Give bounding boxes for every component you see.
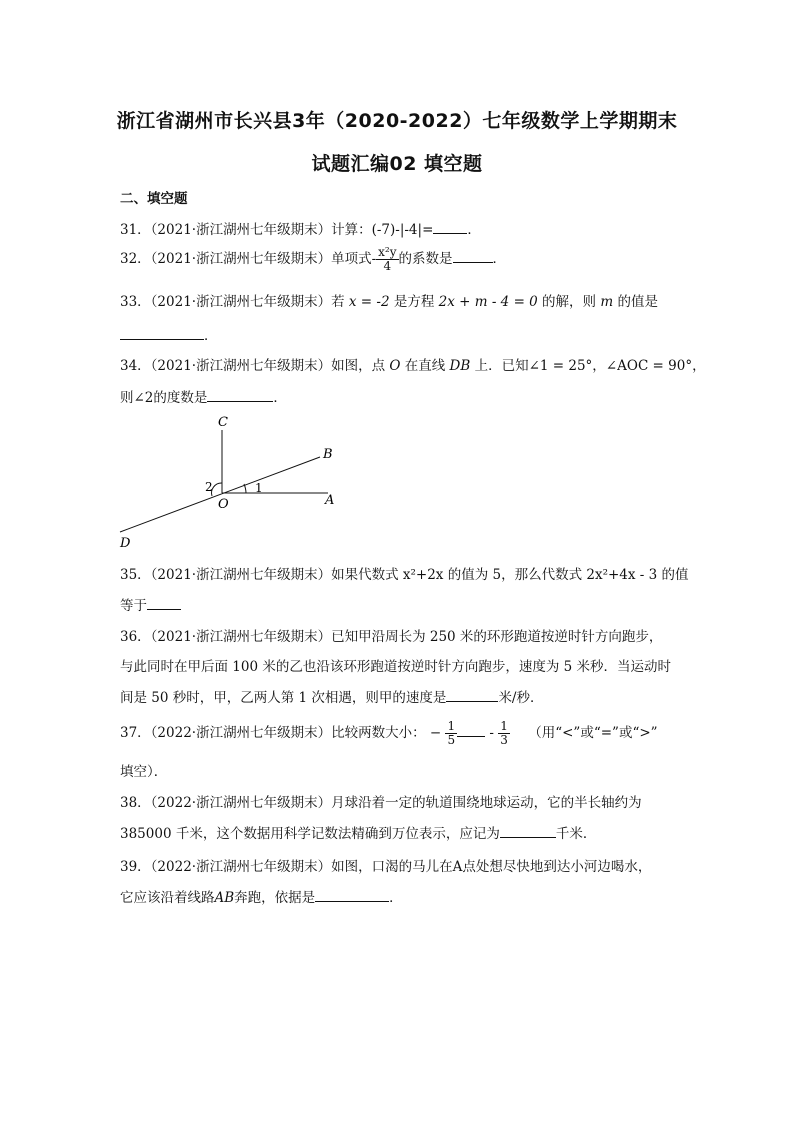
q34-source: 34．（2021·浙江湖州七年级期末）如图，点 bbox=[120, 358, 390, 374]
question-38: 38．（2022·浙江湖州七年级期末）月球沿着一定的轨道围绕地球运动，它的半长轴约为 bbox=[120, 795, 642, 811]
q31-source: 31．（2021·浙江湖州七年级期末）计算： bbox=[120, 222, 372, 238]
q37-neg-1: − bbox=[429, 725, 442, 741]
question-39: 39．（2022·浙江湖州七年级期末）如图，口渴的马儿在A点处想尽快地到达小河边喝水， bbox=[120, 859, 652, 875]
q34-end: ． bbox=[273, 390, 287, 406]
q39-text-b: 奔跑，依据是 bbox=[234, 890, 316, 906]
q31-expression: (-7)-|-4|= bbox=[371, 222, 434, 238]
q39-end: ． bbox=[389, 890, 403, 906]
question-36: 36．（2021·浙江湖州七年级期末）已知甲沿周长为 250 米的环形跑道按逆时针方向跑步， bbox=[120, 629, 663, 645]
q34-text-c: 上．已知∠1 = 25°，∠AOC = 90°， bbox=[470, 358, 706, 374]
label-angle-2: 2 bbox=[205, 480, 213, 494]
label-o: O bbox=[218, 497, 229, 512]
q34-text-b: 在直线 bbox=[400, 358, 450, 374]
q33-end: ． bbox=[204, 328, 218, 344]
q32-numerator: x²y bbox=[378, 245, 397, 259]
q33-condition: x = -2 bbox=[348, 294, 390, 310]
question-34 bbox=[120, 354, 706, 374]
q37-source: 37．（2022·浙江湖州七年级期末）比较两数大小： bbox=[120, 725, 426, 741]
q35-text: 等于 bbox=[120, 598, 147, 614]
q33-source: 33．（2021·浙江湖州七年级期末）若 bbox=[120, 294, 349, 310]
q32-denominator: 4 bbox=[383, 259, 392, 273]
document-title-line-1: 浙江省湖州市长兴县3年（2020-2022）七年级数学上学期期末 bbox=[116, 110, 678, 132]
label-d: D bbox=[120, 536, 131, 551]
question-36-line-2: 与此同时在甲后面 100 米的乙也沿该环形跑道按逆时针方向跑步，速度为 5 米秒．当运动时 bbox=[120, 659, 672, 675]
q32-answer-blank[interactable] bbox=[453, 250, 493, 263]
q37-den-2: 3 bbox=[500, 733, 508, 747]
label-b: B bbox=[323, 447, 333, 462]
q33-equation: 2x + m - 4 = 0 bbox=[438, 294, 538, 310]
label-c: C bbox=[218, 415, 228, 430]
question-37 bbox=[120, 720, 658, 747]
q39-answer-blank[interactable] bbox=[315, 889, 389, 902]
q33-text-c: 的解，则 bbox=[537, 294, 601, 310]
q37-fraction-2 bbox=[498, 720, 510, 747]
q32-source: 32．（2021·浙江湖州七年级期末）单项式 bbox=[120, 251, 372, 267]
q31-end: ． bbox=[467, 222, 481, 238]
q32-minus: - bbox=[371, 251, 377, 267]
question-32 bbox=[120, 246, 506, 273]
question-38-line-2 bbox=[120, 822, 596, 842]
q34-geometry-figure bbox=[110, 410, 350, 552]
q33-variable: m bbox=[600, 294, 614, 310]
q37-answer-blank[interactable] bbox=[457, 724, 485, 737]
line-db bbox=[120, 457, 320, 532]
q38-answer-blank[interactable] bbox=[500, 825, 556, 838]
q37-neg-2: - bbox=[489, 725, 494, 741]
q37-hint: （用“<”或“=”或“>” bbox=[528, 725, 658, 741]
q33-text-d: 的值是 bbox=[613, 294, 658, 310]
question-34-line-2 bbox=[120, 386, 287, 406]
q37-num-1: 1 bbox=[447, 719, 456, 733]
q38-text-b: 千米． bbox=[555, 826, 597, 842]
q32-after: 的系数是 bbox=[398, 251, 453, 267]
q31-answer-blank[interactable] bbox=[433, 221, 467, 234]
question-33-line-2 bbox=[120, 324, 218, 344]
q36-text-b: 米/秒． bbox=[498, 690, 544, 706]
q37-fraction-1 bbox=[445, 720, 457, 747]
label-a: A bbox=[325, 493, 335, 508]
q35-answer-blank[interactable] bbox=[147, 597, 181, 610]
q37-num-2: 1 bbox=[500, 719, 508, 733]
document-title-line-2: 试题汇编02 填空题 bbox=[311, 153, 483, 175]
q37-den-1: 5 bbox=[447, 733, 456, 747]
q39-route: AB bbox=[214, 890, 235, 906]
question-35: 35．（2021·浙江湖州七年级期末）如果代数式 x²+2x 的值为 5，那么代数式 2x²+4x - 3 的值 bbox=[120, 567, 689, 583]
question-33 bbox=[120, 290, 658, 310]
section-heading: 二、填空题 bbox=[120, 191, 188, 207]
q36-text-a: 间是 50 秒时，甲，乙两人第 1 次相遇，则甲的速度是 bbox=[120, 690, 447, 706]
q34-question: 则∠2的度数是 bbox=[120, 390, 208, 406]
q33-answer-blank[interactable] bbox=[120, 327, 204, 340]
q34-point-o: O bbox=[389, 358, 401, 374]
q39-text-a: 它应该沿着线路 bbox=[120, 890, 215, 906]
q33-text-b: 是方程 bbox=[389, 294, 439, 310]
q36-answer-blank[interactable] bbox=[446, 689, 498, 702]
q38-text-a: 385000 千米，这个数据用科学记数法精确到万位表示，应记为 bbox=[120, 826, 500, 842]
label-angle-1: 1 bbox=[255, 481, 263, 495]
q34-answer-blank[interactable] bbox=[207, 389, 273, 402]
q32-fraction bbox=[376, 246, 398, 273]
question-37-line-2: 填空）． bbox=[120, 764, 168, 780]
q34-line-db: DB bbox=[449, 358, 471, 374]
question-36-line-3 bbox=[120, 686, 544, 706]
q32-end: ． bbox=[492, 251, 506, 267]
question-31 bbox=[120, 218, 481, 238]
question-35-line-2 bbox=[120, 594, 181, 614]
question-39-line-2 bbox=[120, 886, 403, 906]
